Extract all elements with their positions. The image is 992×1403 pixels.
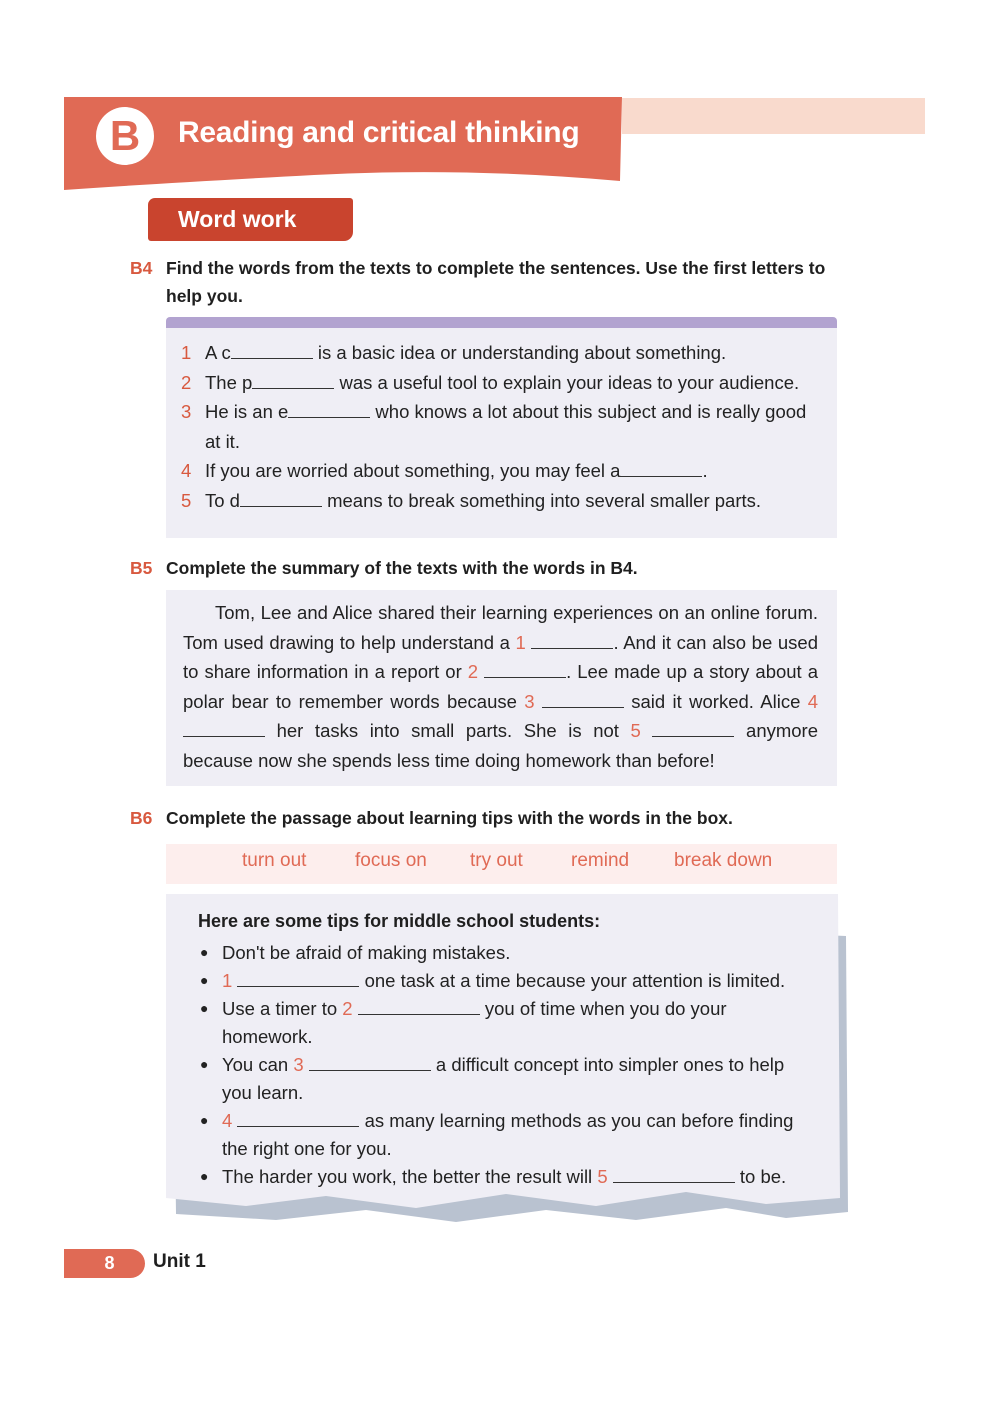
- tips-heading: Here are some tips for middle school students:: [198, 911, 601, 931]
- tip-1: ● 1 one task at a time because your attention is limited.: [200, 970, 786, 991]
- b4-item-3-cont: at it.: [205, 431, 240, 452]
- answer-blank[interactable]: [240, 488, 322, 507]
- answer-blank[interactable]: [531, 630, 613, 649]
- section-badge: B: [96, 107, 154, 165]
- b6-text: Complete the passage about learning tips with the words in the box.: [166, 808, 733, 828]
- answer-blank[interactable]: [613, 1164, 735, 1183]
- answer-blank[interactable]: [183, 718, 265, 737]
- word-box-item: break down: [674, 850, 773, 871]
- answer-blank[interactable]: [620, 458, 702, 477]
- b4-text: Find the words from the texts to complete the sentences. Use the first letters to help you.: [166, 258, 826, 306]
- tip-5: ● The harder you work, the better the result will 5 to be.: [200, 1166, 787, 1187]
- answer-blank[interactable]: [252, 370, 334, 389]
- b5-instruction: [130, 554, 638, 582]
- b4-item-1: 1 A c is a basic idea or understanding about something.: [181, 342, 727, 363]
- answer-blank[interactable]: [542, 689, 624, 708]
- b4-item-3: 3 He is an e who knows a lot about this subject and is really good: [181, 401, 807, 422]
- word-box-item: try out: [470, 850, 523, 871]
- b6-number: B6: [130, 808, 153, 828]
- word-work-label: Word work: [148, 198, 353, 241]
- tip-3: ● You can 3 a difficult concept into simpler ones to help you learn.: [200, 1054, 785, 1103]
- word-box-item: focus on: [355, 850, 427, 871]
- b4-item-4: 4 If you are worried about something, you may feel a .: [181, 460, 708, 481]
- answer-blank[interactable]: [484, 659, 566, 678]
- section-title: Reading and critical thinking: [178, 116, 580, 149]
- answer-blank[interactable]: [309, 1052, 431, 1071]
- b4-instruction: [130, 254, 826, 306]
- page-number: 8: [64, 1249, 145, 1278]
- b5-summary-text: Tom, Lee and Alice shared their learning experiences on an online forum. Tom used drawing to help understand a 1 . And it can also be used to share information in a report or 2 . Lee made up a story about a polar bear to remember words because 3 said it worked. Alice 4 her tasks into small parts. She is not 5 anymore because now she spends less time doing homework than before!: [183, 602, 819, 771]
- answer-blank[interactable]: [237, 1108, 359, 1127]
- word-box-item: remind: [571, 850, 630, 871]
- b4-item-5: 5 To d means to break something into several smaller parts.: [181, 490, 762, 511]
- word-box-item: turn out: [242, 850, 307, 871]
- b4-box-top-bar: [166, 317, 837, 328]
- unit-label: Unit 1: [153, 1251, 206, 1272]
- b5-number: B5: [130, 558, 153, 578]
- b4-item-2: 2 The p was a useful tool to explain your ideas to your audience.: [181, 372, 800, 393]
- header-decor-strip: [622, 98, 925, 134]
- answer-blank[interactable]: [358, 996, 480, 1015]
- b4-number: B4: [130, 258, 153, 278]
- b6-instruction: [130, 804, 733, 832]
- answer-blank[interactable]: [237, 968, 359, 987]
- answer-blank[interactable]: [652, 718, 734, 737]
- answer-blank[interactable]: [288, 399, 370, 418]
- b5-text: Complete the summary of the texts with the words in B4.: [166, 558, 638, 578]
- tip-2: ● Use a timer to 2 you of time when you do your homework.: [200, 998, 727, 1047]
- tip-0: ● Don't be afraid of making mistakes.: [200, 942, 511, 963]
- answer-blank[interactable]: [231, 340, 313, 359]
- tip-4: ● 4 as many learning methods as you can before finding the right one for you.: [200, 1110, 794, 1159]
